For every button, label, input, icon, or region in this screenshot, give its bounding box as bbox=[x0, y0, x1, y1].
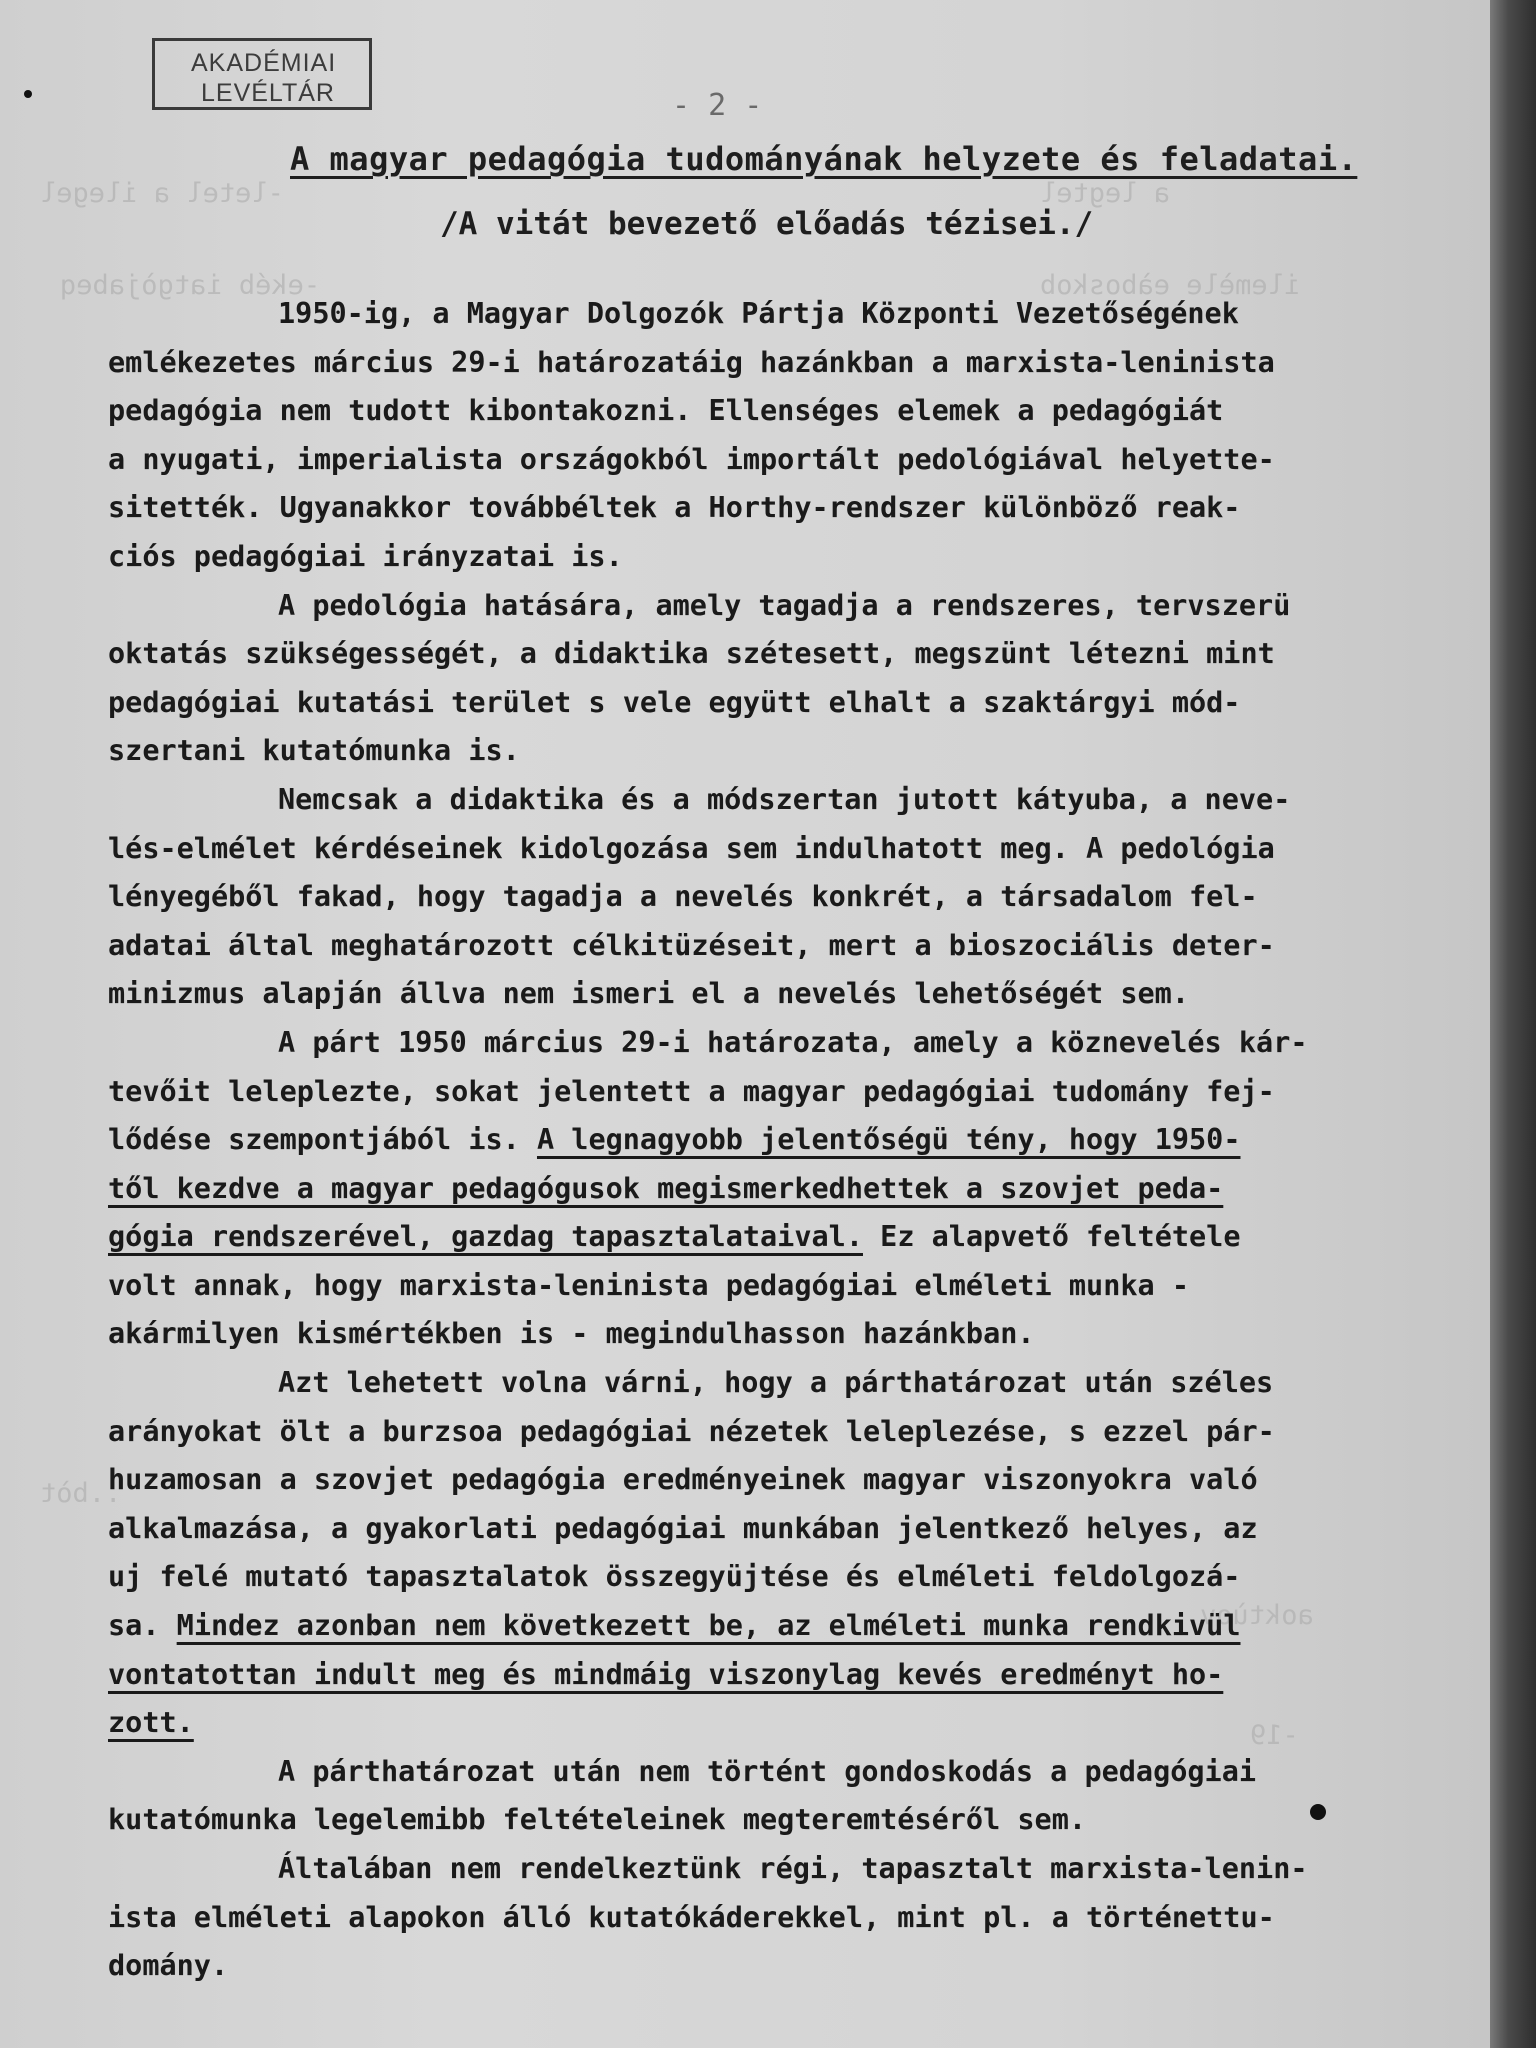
text-line: adatai által meghatározott célkitüzéseit, mert a bioszociális deter- bbox=[108, 928, 1275, 962]
text-line: tevőit leleplezte, sokat jelentett a magyar pedagógiai tudomány fej- bbox=[108, 1074, 1275, 1108]
text-line bbox=[108, 1602, 1458, 1651]
ink-blot bbox=[1310, 1804, 1326, 1820]
ink-dot bbox=[24, 90, 32, 98]
page-number: - 2 - bbox=[672, 88, 763, 123]
document-subtitle: /A vitát bevezető előadás tézisei./ bbox=[440, 206, 1094, 242]
text-line: ista elméleti alapokon álló kutatókáderekkel, mint pl. a történettu- bbox=[108, 1900, 1275, 1934]
text-line: Azt lehetett volna várni, hogy a párthatározat után széles bbox=[278, 1366, 1274, 1400]
text-line: alkalmazása, a gyakorlati pedagógiai munkában jelentkező helyes, az bbox=[108, 1511, 1258, 1545]
underlined-text: zott. bbox=[108, 1706, 194, 1740]
text-line: pedagógiai kutatási terület s vele együtt elhalt a szaktárgyi mód- bbox=[108, 685, 1241, 719]
text-segment: sa. bbox=[108, 1609, 160, 1643]
text-line: Nemcsak a didaktika és a módszertan jutott kátyuba, a neve- bbox=[278, 782, 1291, 816]
text-line: pedagógia nem tudott kibontakozni. Ellenséges elemek a pedagógiát bbox=[108, 394, 1224, 428]
text-line: 1950-ig, a Magyar Dolgozók Pártja Központi Vezetőségének bbox=[278, 297, 1239, 330]
archive-stamp bbox=[152, 38, 372, 110]
text-line bbox=[108, 1116, 1458, 1165]
text-line: minizmus alapján állva nem ismeri el a nevelés lehetőségét sem. bbox=[108, 977, 1189, 1011]
page-edge-shadow bbox=[1490, 0, 1536, 2048]
text-line: volt annak, hogy marxista-leninista pedagógiai elméleti munka - bbox=[108, 1268, 1189, 1302]
underlined-text: Mindez azonban nem következett be, az elméleti munka rendkivül bbox=[176, 1609, 1241, 1643]
text-line: A pedológia hatására, amely tagadja a rendszeres, tervszerü bbox=[278, 588, 1291, 622]
document-title: A magyar pedagógia tudományának helyzete és feladatai. bbox=[290, 140, 1358, 178]
underlined-text: től kezdve a magyar pedagógusok megismerkedhettek a szovjet peda- bbox=[108, 1171, 1224, 1205]
text-line: emlékezetes március 29-i határozatáig hazánkban a marxista-leninista bbox=[108, 345, 1275, 379]
text-line: oktatás szükségességét, a didaktika szétesett, megszünt létezni mint bbox=[108, 637, 1275, 671]
text-line bbox=[108, 1213, 1458, 1262]
text-line bbox=[108, 1699, 1458, 1748]
text-line: A párthatározat után nem történt gondoskodás a pedagógiai bbox=[278, 1754, 1257, 1788]
underlined-text: gógia rendszerével, gazdag tapasztalataival. bbox=[108, 1220, 863, 1254]
text-line: sitették. Ugyanakkor továbbéltek a Horthy-rendszer különböző reak- bbox=[108, 491, 1241, 525]
text-line: lényegéből fakad, hogy tagadja a nevelés konkrét, a társadalom fel- bbox=[108, 880, 1258, 914]
text-line bbox=[108, 1651, 1458, 1700]
text-segment: lődése szempontjából is. bbox=[108, 1123, 520, 1157]
underlined-text: vontatottan indult meg és mindmáig viszonylag kevés eredményt ho- bbox=[108, 1657, 1224, 1691]
document-body bbox=[108, 290, 1458, 1991]
text-line: lés-elmélet kérdéseinek kidolgozása sem indulhatott meg. A pedológia bbox=[108, 831, 1275, 865]
text-line: domány. bbox=[108, 1949, 229, 1983]
text-segment: Ez alapvető feltétele bbox=[880, 1220, 1241, 1254]
text-line bbox=[108, 1165, 1458, 1214]
text-line: A párt 1950 március 29-i határozata, amely a köznevelés kár- bbox=[278, 1025, 1308, 1059]
text-line: arányokat ölt a burzsoa pedagógiai nézetek leleplezése, s ezzel pár- bbox=[108, 1414, 1275, 1448]
stamp-line-2: LEVÉLTÁR bbox=[201, 79, 335, 107]
text-line: akármilyen kismértékben is - megindulhasson hazánkban. bbox=[108, 1317, 1035, 1351]
text-line: ciós pedagógiai irányzatai is. bbox=[108, 539, 623, 573]
underlined-text: A legnagyobb jelentőségü tény, hogy 1950- bbox=[536, 1123, 1241, 1157]
text-line: a nyugati, imperialista országokból importált pedológiával helyette- bbox=[108, 442, 1275, 476]
text-line: kutatómunka legelemibb feltételeinek megteremtéséről sem. bbox=[108, 1803, 1087, 1837]
stamp-line-1: AKADÉMIAI bbox=[191, 49, 337, 77]
text-line: huzamosan a szovjet pedagógia eredményeinek magyar viszonyokra való bbox=[108, 1463, 1258, 1497]
text-line: Általában nem rendelkeztünk régi, tapasztalt marxista-lenin- bbox=[278, 1852, 1308, 1885]
text-line: szertani kutatómunka is. bbox=[108, 734, 520, 768]
text-line: uj felé mutató tapasztalatok összegyüjtése és elméleti feldolgozá- bbox=[108, 1560, 1241, 1594]
bleed-through-text: -letel a ilegel a legtel -ekéb iatgòjabeq ilemèle eàboskob ..bòt aoktùov -19 bbox=[40, 178, 1314, 1751]
